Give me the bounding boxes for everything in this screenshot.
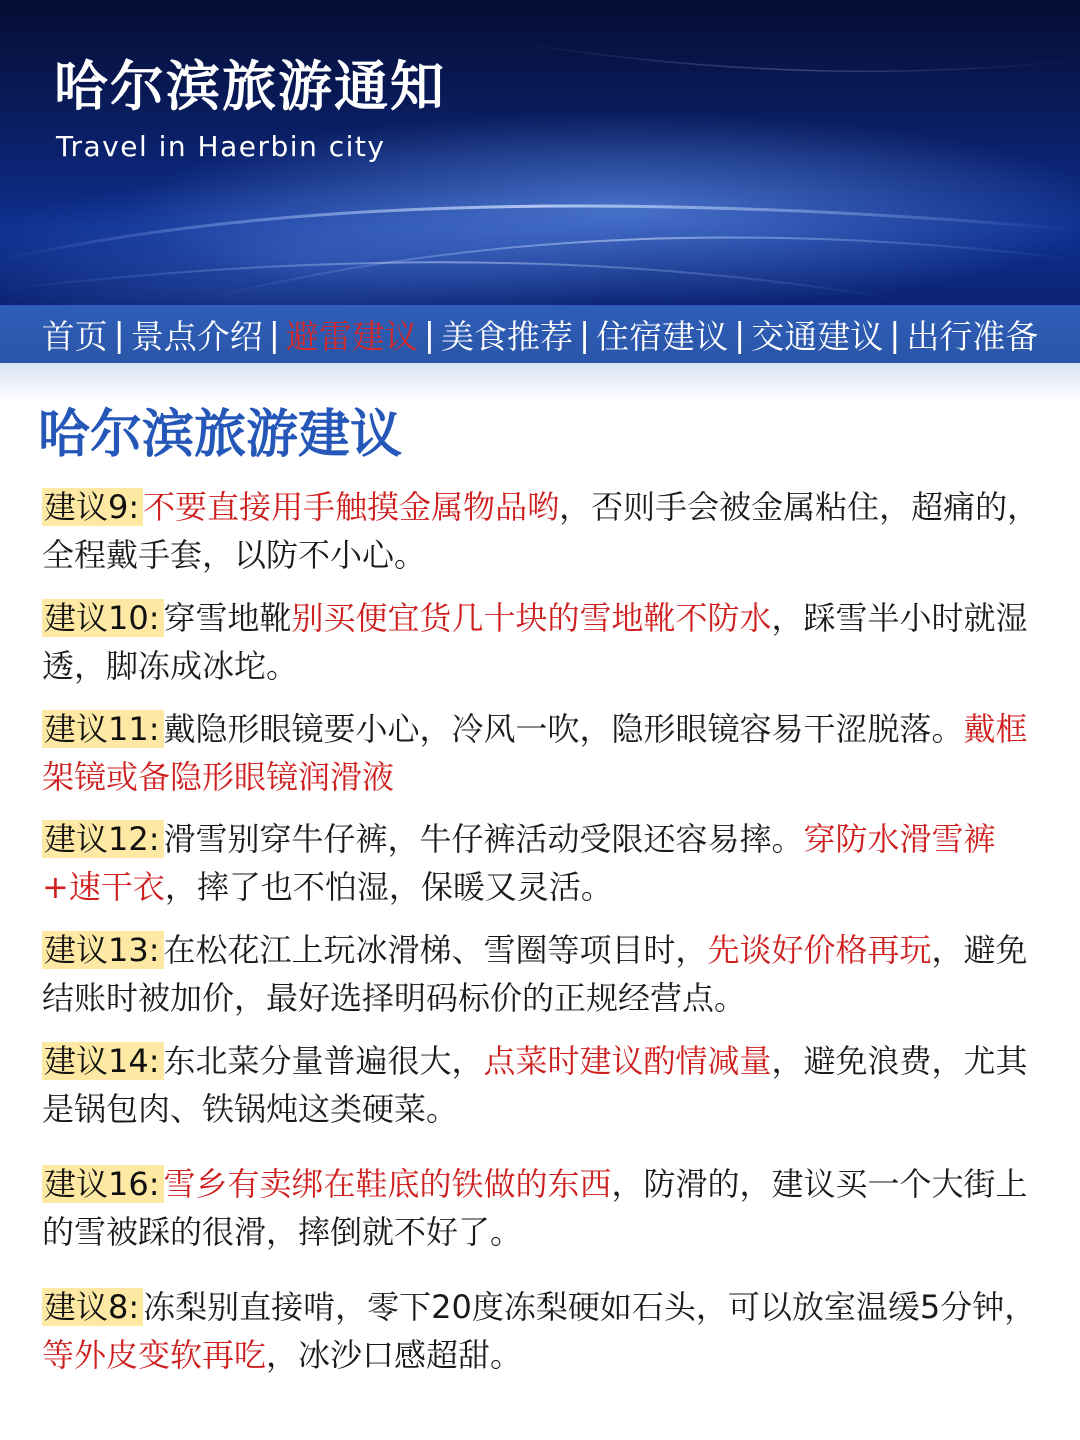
nav-item-preparation[interactable]: 出行准备 bbox=[906, 316, 1039, 356]
tip-highlight: 雪乡有卖绑在鞋底的铁做的东西 bbox=[163, 1165, 612, 1203]
nav-separator: | bbox=[579, 314, 591, 354]
nav-item-home[interactable]: 首页 bbox=[41, 316, 108, 356]
tip-text: ，踩雪半小时就湿透，脚冻成冰坨。 bbox=[42, 599, 1028, 685]
tip-label: 建议12: bbox=[42, 820, 164, 858]
tip-item bbox=[42, 594, 1052, 690]
tip-text: ，防滑的，建议买一个大街上的雪被踩的很滑，摔倒就不好了。 bbox=[42, 1165, 1028, 1251]
nav-separator: | bbox=[734, 314, 746, 354]
nav-item-pitfalls[interactable]: 避雷建议 bbox=[285, 316, 418, 356]
tip-label: 建议13: bbox=[42, 931, 164, 969]
tip-item bbox=[42, 1037, 1052, 1133]
nav-item-transport[interactable]: 交通建议 bbox=[751, 316, 884, 356]
header-banner bbox=[0, 0, 1080, 305]
nav-item-attractions[interactable]: 景点介绍 bbox=[130, 316, 263, 356]
tip-item bbox=[42, 483, 1052, 579]
tip-text: 滑雪别穿牛仔裤，牛仔裤活动受限还容易摔。 bbox=[163, 820, 804, 858]
tip-text: ，避免结账时被加价，最好选择明码标价的正规经营点。 bbox=[42, 931, 1028, 1017]
tip-highlight: 穿防水滑雪裤+速干衣 bbox=[42, 820, 996, 906]
tip-text: 在松花江上玩冰滑梯、雪圈等项目时， bbox=[163, 931, 708, 969]
tip-label: 建议9: bbox=[42, 488, 143, 526]
tip-item bbox=[42, 1160, 1052, 1256]
tip-highlight: 别买便宜货几十块的雪地靴不防水 bbox=[291, 599, 772, 637]
tip-text: ，冰沙口感超甜。 bbox=[266, 1336, 523, 1374]
tip-highlight: 点菜时建议酌情减量 bbox=[483, 1042, 772, 1080]
nav-bar bbox=[0, 305, 1080, 363]
tip-text: 东北菜分量普遍很大， bbox=[163, 1042, 484, 1080]
tip-item bbox=[42, 926, 1052, 1022]
tip-item bbox=[42, 705, 1052, 801]
nav-separator: | bbox=[889, 314, 901, 354]
nav-item-food[interactable]: 美食推荐 bbox=[441, 316, 573, 356]
nav-separator: | bbox=[268, 314, 280, 354]
tip-highlight: 戴框架镜或备隐形眼镜润滑液 bbox=[42, 710, 1028, 796]
tip-text: 戴隐形眼镜要小心，冷风一吹，隐形眼镜容易干涩脱落。 bbox=[163, 710, 964, 748]
tip-item bbox=[42, 1283, 1052, 1379]
page-title: 哈尔滨旅游通知 bbox=[54, 55, 446, 118]
tip-text: ，避免浪费，尤其是锅包肉、铁锅炖这类硬菜。 bbox=[42, 1042, 1028, 1128]
tip-highlight: 先谈好价格再玩 bbox=[707, 931, 932, 969]
tip-text: ，否则手会被金属粘住，超痛的，全程戴手套，以防不小心。 bbox=[42, 488, 1040, 574]
tip-label: 建议8: bbox=[42, 1288, 143, 1326]
tip-text: 穿雪地靴 bbox=[163, 599, 292, 637]
tip-label: 建议10: bbox=[42, 599, 164, 637]
tip-text: 冻梨别直接啃，零下20度冻梨硬如石头，可以放室温缓5分钟， bbox=[143, 1288, 1037, 1326]
tip-label: 建议14: bbox=[42, 1042, 164, 1080]
section-title: 哈尔滨旅游建议 bbox=[38, 405, 403, 465]
page-subtitle: Travel in Haerbin city bbox=[56, 130, 386, 163]
tip-label: 建议11: bbox=[42, 710, 164, 748]
tip-highlight: 等外皮变软再吃 bbox=[42, 1336, 267, 1374]
nav-separator: | bbox=[423, 314, 435, 354]
tip-label: 建议16: bbox=[42, 1165, 164, 1203]
nav-item-lodging[interactable]: 住宿建议 bbox=[596, 316, 729, 356]
tip-highlight: 不要直接用手触摸金属物品哟 bbox=[143, 488, 560, 526]
tip-item bbox=[42, 815, 1052, 911]
tip-text: ，摔了也不怕湿，保暖又灵活。 bbox=[164, 868, 613, 906]
nav-separator: | bbox=[113, 314, 125, 354]
